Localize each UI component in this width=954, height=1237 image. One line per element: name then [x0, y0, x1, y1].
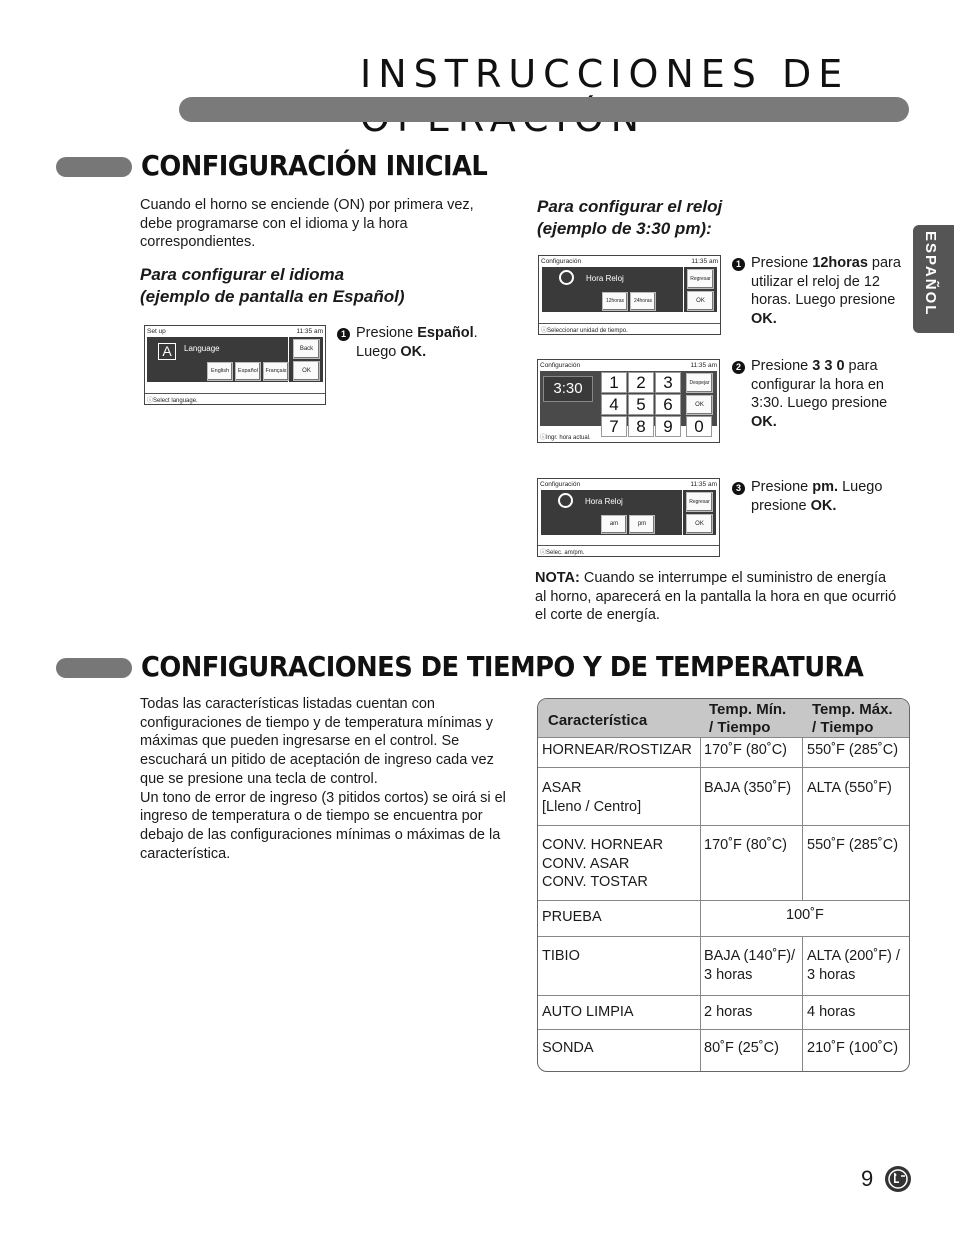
- footer-text: Selec. am/pm.: [546, 550, 585, 556]
- key-2[interactable]: 2: [628, 372, 654, 393]
- language-icon: A: [158, 343, 176, 360]
- screen-label: Hora Reloj: [586, 274, 624, 283]
- time-display: 3:30: [543, 376, 593, 402]
- text: 3:30. Luego presione: [751, 395, 888, 412]
- bold-text: OK.: [400, 343, 427, 360]
- note-label: NOTA:: [535, 570, 580, 586]
- table-cell-feature: SONDA: [542, 1040, 594, 1056]
- key-8[interactable]: 8: [628, 416, 654, 437]
- text: Luego: [838, 479, 883, 495]
- language-heading: [140, 264, 405, 308]
- screen-footer: ⓘSeleccionar unidad de tiempo.: [541, 328, 628, 334]
- intro-paragraph: [140, 196, 474, 252]
- bold-text: OK.: [751, 311, 777, 328]
- footer-divider: [538, 545, 719, 546]
- screen-language: [144, 325, 326, 405]
- text-line: característica.: [140, 845, 231, 862]
- screen-header-right: 11:35 am: [690, 362, 717, 369]
- text: Presione: [356, 325, 418, 341]
- step-line: [751, 376, 887, 395]
- table-cell-min: 170˚F (80˚C): [704, 837, 787, 853]
- language-step-text: [356, 324, 478, 361]
- page-number: 9: [861, 1166, 874, 1191]
- row-divider: [538, 1029, 909, 1030]
- table-cell-max: 210˚F (100˚C): [807, 1040, 899, 1056]
- screen-clock-ampm: [537, 478, 720, 557]
- table-cell-feature: TIBIO: [542, 948, 580, 964]
- text: para: [844, 358, 878, 374]
- text: para: [867, 255, 901, 271]
- text-line: debajo de las configuraciones mínimas o máximas de la: [140, 826, 501, 843]
- footer-text: Ingr. hora actual.: [546, 435, 591, 441]
- table-cell-feature: AUTO LIMPIA: [542, 1004, 634, 1020]
- table-cell-max: 4 horas: [807, 1004, 856, 1020]
- row-divider: [538, 767, 909, 768]
- text: .: [473, 325, 478, 341]
- column-divider: [802, 825, 803, 900]
- table-cell-max: 550˚F (285˚C): [807, 837, 899, 853]
- text-line: Cuando el horno se enciende (ON) por primera vez,: [140, 197, 474, 213]
- row-divider: [538, 900, 909, 901]
- section-title-initial-config: CONFIGURACIÓN INICIAL: [141, 149, 488, 182]
- row-divider: [538, 737, 909, 738]
- table-cell-max: ALTA (550˚F): [807, 780, 892, 796]
- bold-text: OK.: [810, 497, 837, 514]
- screen-clock-time: [537, 359, 720, 443]
- heading-line: (ejemplo de 3:30 pm):: [537, 219, 712, 238]
- table-cell-min: 80˚F (25˚C): [704, 1040, 779, 1056]
- step-number: 2: [732, 361, 745, 374]
- espanol-button[interactable]: Español: [235, 362, 261, 381]
- clock-step-1-text: [751, 254, 901, 329]
- ok-button[interactable]: OK: [686, 395, 713, 415]
- table-cell-feature: ASAR [Lleno / Centro]: [542, 780, 642, 815]
- time-temp-paragraph: [140, 695, 506, 863]
- step-line: [751, 291, 901, 310]
- lg-logo: [885, 1166, 911, 1192]
- text-line: ingreso de temperatura o de tiempo se encuentra por: [140, 808, 483, 825]
- francais-button[interactable]: Français: [263, 362, 289, 381]
- screen-header-left: Configuración: [541, 258, 582, 265]
- text-line: que se presione una tecla de control.: [140, 770, 378, 787]
- header-feature: Característica: [548, 712, 648, 729]
- table-cell-value: 100˚F: [786, 907, 824, 923]
- header-max: Temp. Máx. / Tiempo: [812, 701, 893, 736]
- table-cell-max: ALTA (200˚F) / 3 horas: [807, 948, 900, 983]
- back-button[interactable]: Back: [293, 339, 320, 359]
- step-number: 3: [732, 482, 745, 495]
- key-6[interactable]: 6: [655, 394, 681, 415]
- table-cell-min: 2 horas: [704, 1004, 753, 1020]
- step-line: [751, 310, 901, 329]
- pm-button[interactable]: pm: [629, 515, 655, 534]
- table-cell-min: 170˚F (80˚C): [704, 742, 787, 758]
- column-divider: [700, 936, 701, 995]
- bold-text: 3 3 0: [812, 358, 845, 374]
- english-button[interactable]: English: [207, 362, 233, 381]
- bold-text: OK.: [751, 414, 777, 431]
- text-line: Un tono de error de ingreso (3 pitidos cortos) se oirá si el: [140, 789, 506, 806]
- key-7[interactable]: 7: [601, 416, 627, 437]
- text-line: Cuando se interrumpe el suministro de energía: [579, 570, 887, 586]
- screen-header-left: Configuración: [540, 362, 581, 369]
- screen-clock-format: [538, 255, 721, 335]
- text-line: máximas que pueden ingresarse en el control. Se: [140, 733, 460, 750]
- key-9[interactable]: 9: [655, 416, 681, 437]
- key-5[interactable]: 5: [628, 394, 654, 415]
- bold-text: Español: [417, 325, 474, 341]
- screen-footer: ⓘSelect language.: [147, 398, 198, 404]
- text: utilizar el reloj de 12: [751, 273, 880, 290]
- clock-step-2-text: [751, 357, 887, 432]
- lg-logo-icon: [885, 1166, 911, 1192]
- column-divider: [802, 995, 803, 1029]
- header-bar: [179, 97, 909, 122]
- step-line: [751, 497, 882, 516]
- bold-text: 12horas: [812, 255, 868, 271]
- power-note: [535, 569, 915, 625]
- text: Presione: [751, 479, 813, 495]
- key-0[interactable]: 0: [686, 416, 712, 437]
- heading-line: Para configurar el reloj: [537, 197, 723, 216]
- section-marker: [56, 658, 132, 678]
- page-header-title: INSTRUCCIONES DE: [360, 52, 850, 96]
- step-line: [751, 394, 887, 413]
- heading-line: Para configurar el idioma: [140, 265, 345, 284]
- table-cell-feature: PRUEBA: [542, 909, 602, 925]
- text-line: correspondientes.: [140, 234, 256, 251]
- text-line: al horno, aparecerá en la pantalla la hora en que ocurrió: [535, 588, 897, 605]
- column-divider: [802, 1029, 803, 1071]
- header-min: Temp. Mín. / Tiempo: [709, 701, 787, 736]
- back-button[interactable]: Regresar: [686, 492, 713, 512]
- screen-header-right: 11:35 am: [690, 481, 717, 488]
- column-divider: [802, 767, 803, 825]
- 12-hour-button[interactable]: 12horas: [602, 292, 628, 311]
- column-divider: [700, 900, 701, 936]
- clock-icon: [559, 270, 574, 285]
- text: configurar la hora en: [751, 376, 884, 393]
- text: presione: [751, 497, 811, 514]
- table-cell-feature: CONV. HORNEAR CONV. ASAR CONV. TOSTAR: [542, 837, 664, 891]
- column-divider: [802, 737, 803, 767]
- key-4[interactable]: 4: [601, 394, 627, 415]
- step-number: 1: [732, 258, 745, 271]
- footer-text: Seleccionar unidad de tiempo.: [547, 328, 628, 334]
- screen-header-right: 11:35 am: [691, 258, 718, 265]
- text: Presione: [751, 358, 813, 374]
- screen-footer: ⓘIngr. hora actual.: [540, 435, 591, 441]
- text-line: Todas las características listadas cuentan con: [140, 696, 435, 712]
- step-line: [751, 357, 887, 376]
- text: Luego: [356, 343, 401, 360]
- step-line: [751, 413, 887, 432]
- clock-step-3-text: [751, 478, 882, 515]
- step-number: 1: [337, 328, 350, 341]
- section-title-time-temp: CONFIGURACIONES DE TIEMPO Y DE TEMPERATURA: [141, 650, 864, 683]
- step-line: [751, 273, 901, 292]
- screen-header-left: Configuración: [540, 481, 581, 488]
- heading-line: (ejemplo de pantalla en Español): [140, 287, 405, 306]
- text-line: escuchará un pitido de aceptación de ingreso cada vez: [140, 752, 494, 769]
- screen-footer: ⓘSelec. am/pm.: [540, 550, 585, 556]
- step-line: [751, 478, 882, 497]
- am-button[interactable]: am: [601, 515, 627, 534]
- bold-text: pm.: [812, 479, 839, 495]
- table-cell-max: 550˚F (285˚C): [807, 742, 899, 758]
- column-divider: [802, 936, 803, 995]
- back-button[interactable]: Regresar: [687, 269, 714, 289]
- column-divider: [700, 767, 701, 825]
- column-divider: [700, 825, 701, 900]
- column-divider: [700, 1029, 701, 1071]
- row-divider: [538, 825, 909, 826]
- settings-table: [537, 698, 910, 1072]
- side-tab-label: ESPAÑOL: [922, 231, 939, 317]
- clock-heading: [537, 196, 722, 240]
- step-line: [751, 254, 901, 273]
- ok-button[interactable]: OK: [687, 291, 714, 311]
- clock-icon: [558, 493, 573, 508]
- 24-hour-button[interactable]: 24horas: [630, 292, 656, 311]
- text-line: debe programarse con el idioma y la hora: [140, 215, 408, 232]
- key-1[interactable]: 1: [601, 372, 627, 393]
- footer-divider: [539, 323, 720, 324]
- text-line: el corte de energía.: [535, 607, 660, 624]
- section-marker: [56, 157, 132, 177]
- row-divider: [538, 936, 909, 937]
- screen-label: Hora Reloj: [585, 497, 623, 506]
- footer-divider: [145, 393, 325, 394]
- screen-label: Language: [184, 344, 220, 353]
- column-divider: [700, 995, 701, 1029]
- screen-header-right: 11:35 am: [296, 328, 323, 335]
- table-cell-min: BAJA (140˚F)/ 3 horas: [704, 948, 796, 983]
- table-cell-feature: HORNEAR/ROSTIZAR: [542, 742, 692, 758]
- language-side-tab: [913, 225, 954, 333]
- clear-button[interactable]: Despejar: [686, 373, 713, 393]
- key-3[interactable]: 3: [655, 372, 681, 393]
- text-line: configuraciones de tiempo y de temperatura mínimas y: [140, 714, 494, 731]
- footer-text: Select language.: [153, 398, 198, 404]
- text: horas. Luego presione: [751, 292, 896, 309]
- row-divider: [538, 995, 909, 996]
- ok-button[interactable]: OK: [686, 514, 713, 534]
- table-cell-min: BAJA (350˚F): [704, 780, 792, 796]
- text: Presione: [751, 255, 813, 271]
- ok-button[interactable]: OK: [293, 361, 320, 381]
- screen-header-left: Set up: [147, 328, 166, 335]
- column-divider: [700, 737, 701, 767]
